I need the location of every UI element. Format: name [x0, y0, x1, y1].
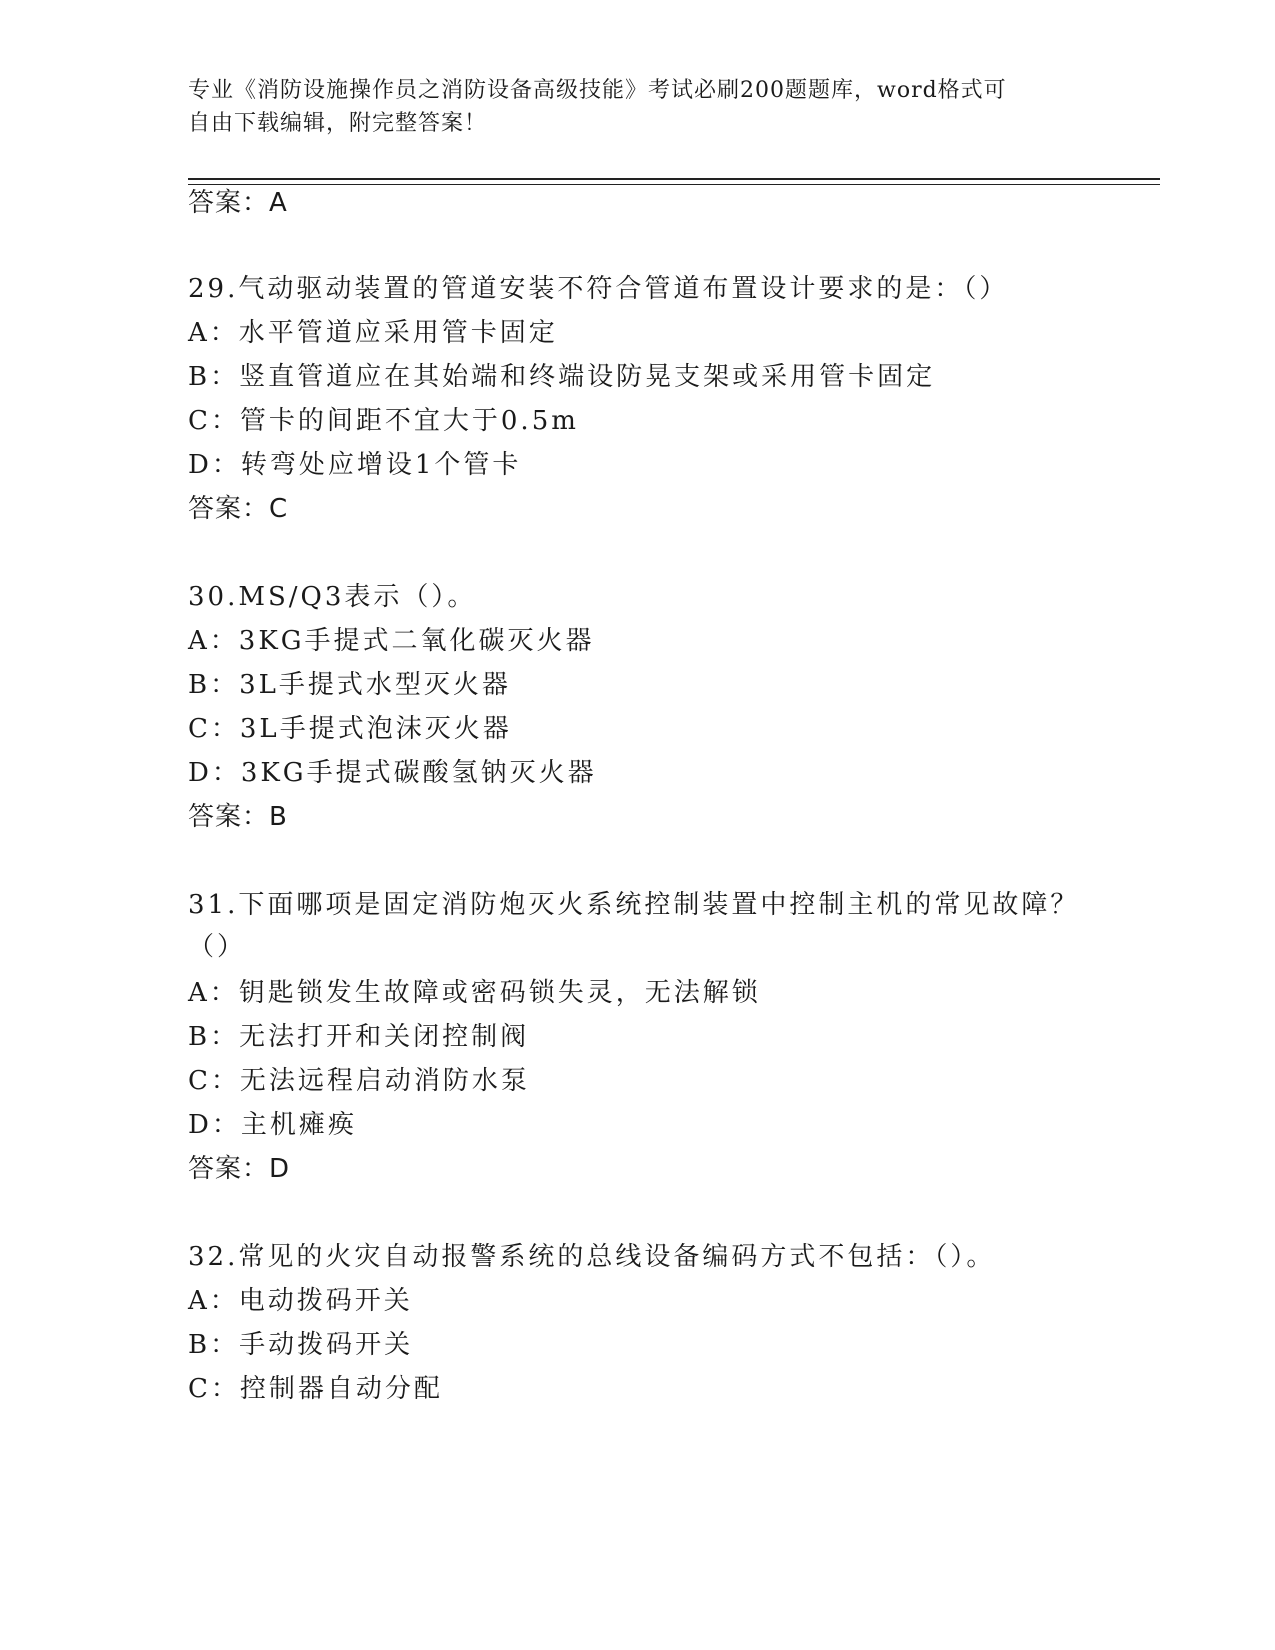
question-30-answer: 答案：B — [188, 802, 288, 832]
question-30-stem: 30.MS/Q3表示（）。 — [188, 582, 477, 612]
header-divider-thin — [188, 184, 1160, 185]
header-divider-thick — [188, 178, 1160, 180]
answer-previous: 答案：A — [188, 188, 288, 218]
question-32-stem: 32.常见的火灾自动报警系统的总线设备编码方式不包括：（）。 — [188, 1242, 996, 1272]
question-29-answer: 答案：C — [188, 494, 289, 524]
question-30-option-a: A：3KG手提式二氧化碳灭火器 — [188, 626, 595, 656]
header-line-2: 自由下载编辑，附完整答案！ — [188, 111, 488, 136]
question-30-option-d: D：3KG手提式碳酸氢钠灭火器 — [188, 758, 597, 788]
header-line-1: 专业《消防设施操作员之消防设备高级技能》考试必刷200题题库，word格式可 — [188, 78, 1007, 103]
question-32-option-a: A：电动拨码开关 — [188, 1286, 413, 1316]
question-29-option-d: D：转弯处应增设1个管卡 — [188, 450, 522, 480]
question-31-stem: 31.下面哪项是固定消防炮灭火系统控制装置中控制主机的常见故障？ — [188, 890, 1080, 920]
question-31-stem-continued: （） — [188, 932, 247, 962]
document-header — [188, 74, 1088, 140]
question-31-option-b: B：无法打开和关闭控制阀 — [188, 1022, 530, 1052]
question-31-option-d: D：主机瘫痪 — [188, 1110, 357, 1140]
question-30-option-b: B：3L手提式水型灭火器 — [188, 670, 511, 700]
question-30-option-c: C：3L手提式泡沫灭火器 — [188, 714, 512, 744]
question-32-option-b: B：手动拨码开关 — [188, 1330, 414, 1360]
question-31-answer: 答案：D — [188, 1154, 291, 1184]
question-29-option-a: A：水平管道应采用管卡固定 — [188, 318, 558, 348]
question-31-option-a: A：钥匙锁发生故障或密码锁失灵，无法解锁 — [188, 978, 761, 1008]
question-29-option-b: B：竖直管道应在其始端和终端设防晃支架或采用管卡固定 — [188, 362, 936, 392]
question-32-option-c: C：控制器自动分配 — [188, 1374, 443, 1404]
question-29-stem: 29.气动驱动装置的管道安装不符合管道布置设计要求的是：（） — [188, 274, 1009, 304]
question-31-option-c: C：无法远程启动消防水泵 — [188, 1066, 530, 1096]
question-29-option-c: C：管卡的间距不宜大于0.5m — [188, 406, 579, 436]
